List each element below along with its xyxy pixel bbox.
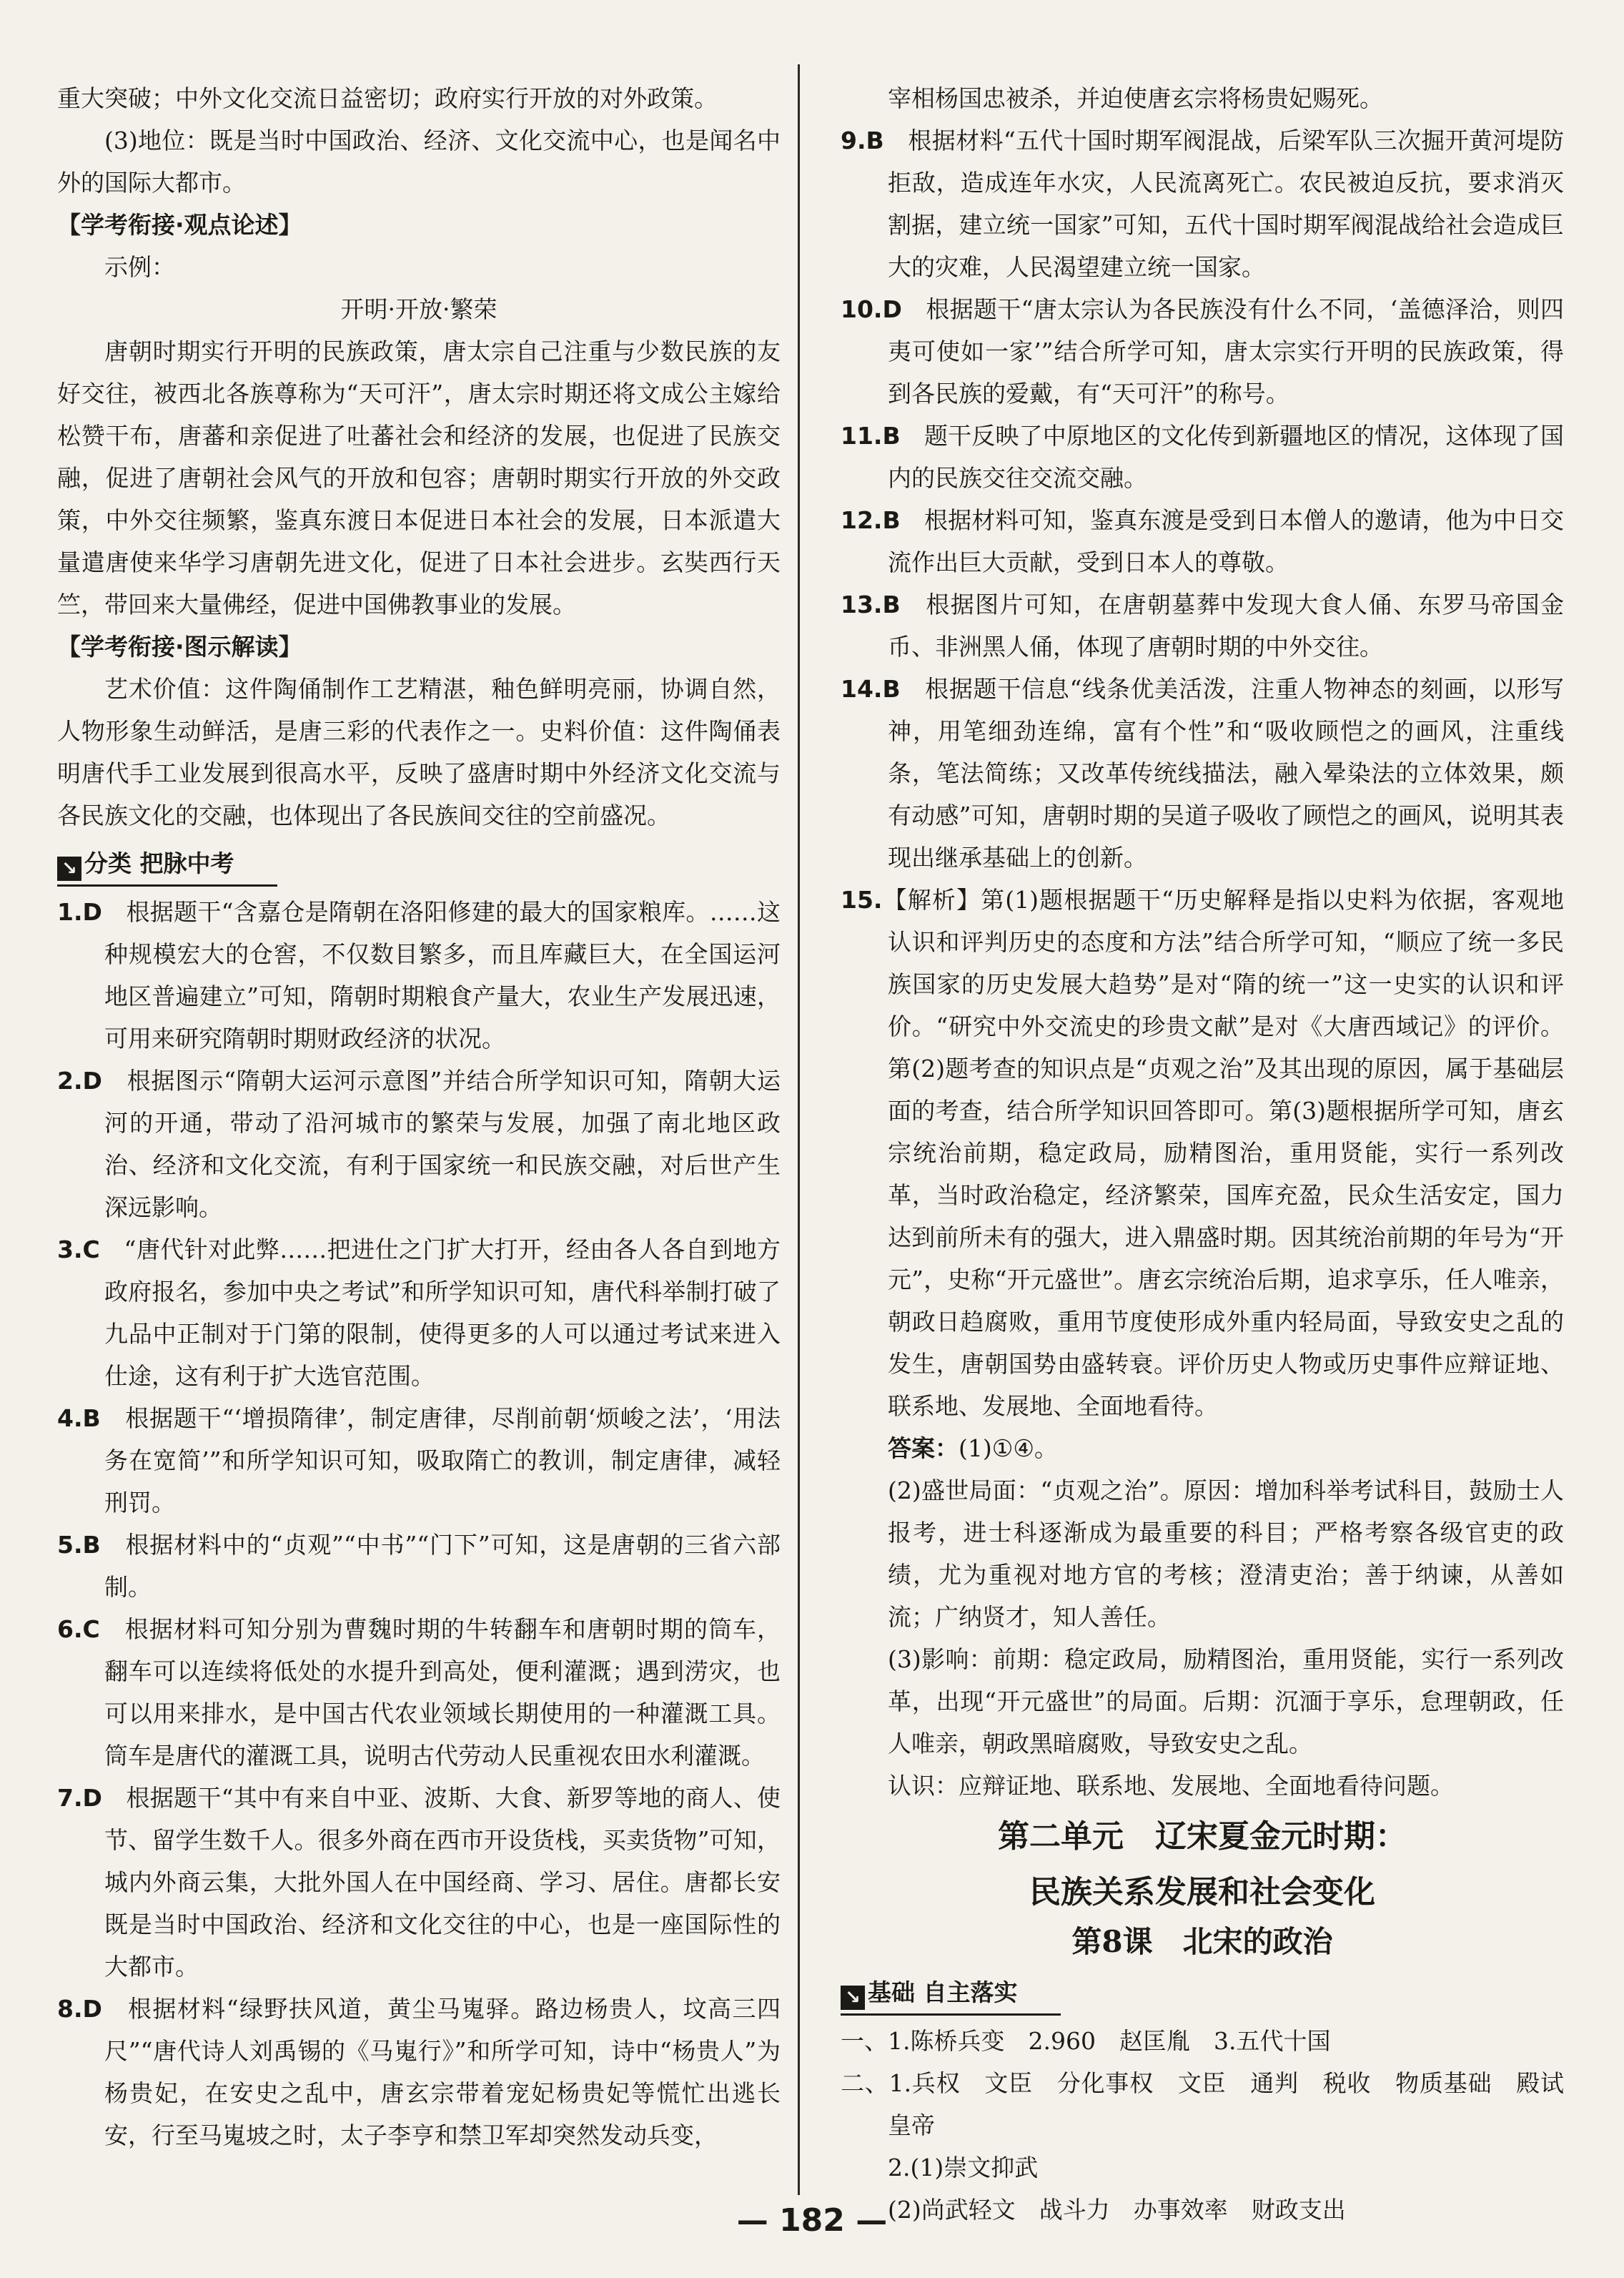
answer-label: 答案： xyxy=(888,1434,959,1462)
answer-number: 6.C xyxy=(57,1615,100,1643)
answer-text: 根据题干“唐太宗认为各民族没有什么不同，‘盖德泽洽，则四夷可使如一家’”结合所学可知，唐太宗实行开明的民族政策，得到各民族的爱戴，有“天可汗”的称号。 xyxy=(888,295,1564,408)
essay-body: 唐朝时期实行开明的民族政策，唐太宗自己注重与少数民族的友好交往，被西北各族尊称为“天可汗”，唐太宗时期还将文成公主嫁给松赞干布，唐蕃和亲促进了吐蕃社会和经济的发展，也促进了民族交融，促进了唐朝社会风气的开放和包容；唐朝时期实行开放的外交政策，中外交往频繁，鉴真东渡日本促进日本社会的发展，日本派遣大量遣唐使来华学习唐朝先进文化，促进了日本社会进步。玄奘西行天竺，带回来大量佛经，促进中国佛教事业的发展。 xyxy=(57,337,781,618)
arrow-icon: ↘ xyxy=(841,1986,865,2010)
intro-line: 重大突破；中外文化交流日益密切；政府实行开放的对外政策。 xyxy=(57,84,718,112)
answer-item xyxy=(841,415,1564,499)
banner-label: 分类 把脉中考 xyxy=(84,849,234,877)
answer-text: 根据题干信息“线条优美活泼，注重人物神态的刻画，以形写神，用笔细劲连绵，富有个性”和“吸收顾恺之的画风，注重线条，笔法简练；又改革传统线描法，融入晕染法的立体效果，颇有动感”可知，唐朝时期的吴道子吸收了顾恺之的画风，说明其表现出继承基础上的创新。 xyxy=(888,675,1565,872)
answer-part-3: (3)影响：前期：稳定政局，励精图治，重用贤能，实行一系列改革，出现“开元盛世”的局面。后期：沉湎于享乐，怠理朝政，任人唯亲，朝政黑暗腐败，导致安史之乱。 xyxy=(888,1645,1564,1757)
answer-item xyxy=(57,1988,781,2156)
answer-part-2: (2)盛世局面：“贞观之治”。原因：增加科举考试科目，鼓励士人报考，进士科逐渐成为最重要的科目；严格考察各级官吏的政绩，尤为重视对地方官的考核；澄清吏治；善于纳谏，从善如流；广纳贤才，知人善任。 xyxy=(888,1476,1564,1631)
section-heading-viewpoint: 【学考衔接·观点论述】 xyxy=(57,211,302,239)
answer-item xyxy=(57,1397,781,1524)
fill-answer: (2)尚武轻文 战斗力 办事效率 财政支出 xyxy=(888,2196,1346,2224)
answer-number: 8.D xyxy=(57,1995,102,2023)
answer-item xyxy=(57,1228,781,1397)
answer-text: 【解析】第(1)题根据题干“历史解释是指以史料为依据，客观地认识和评判历史的态度和方法”结合所学可知，“顺应了统一多民族国家的历史发展大趋势”是对“隋的统一”这一史实的认识和评价。“研究中外交流史的珍贵文献”是对《大唐西域记》的评价。第(2)题考查的知识点是“贞观之治”及其出现的原因，属于基础层面的考查，结合所学知识回答即可。第(3)题根据所学可知，唐玄宗统治前期，稳定政局，励精图治，重用贤能，实行一系列改革，当时政治稳定，经济繁荣，国库充盈，民众生活安定，国力达到前所未有的强大，进入鼎盛时期。因其统治前期的年号为“开元”，史称“开元盛世”。唐玄宗统治后期，追求享乐，任人唯亲，朝政日趋腐败，重用节度使形成外重内轻局面，导致安史之乱的发生，唐朝国势由盛转衰。评价历史人物或历史事件应辩证地、联系地、发展地、全面地看待。 xyxy=(882,886,1564,1420)
answer-item xyxy=(841,288,1564,415)
answer-number: 12.B xyxy=(841,506,901,534)
answer-item xyxy=(841,668,1564,879)
answer-item xyxy=(841,879,1564,1427)
answer-number: 1.D xyxy=(57,898,102,926)
fill-answer: 2.(1)崇文抑武 xyxy=(888,2154,1039,2181)
figure-analysis: 艺术价值：这件陶俑制作工艺精湛，釉色鲜明亮丽，协调自然，人物形象生动鲜活，是唐三彩的代表作之一。史料价值：这件陶俑表明唐代手工业发展到很高水平，反映了盛唐时期中外经济文化交流与各民族文化的交融，也体现出了各民族间交往的空前盛况。 xyxy=(57,675,781,829)
answer-item xyxy=(57,891,781,1060)
answer-text: 根据材料可知，鉴真东渡是受到日本僧人的邀请，他为中日交流作出巨大贡献，受到日本人的尊敬。 xyxy=(888,506,1564,576)
answer-text: “唐代针对此弊……把进仕之门扩大打开，经由各人各自到地方政府报名，参加中央之考试”和所学知识可知，唐代科举制打破了九品中正制对于门第的限制，使得更多的人可以通过考试来进入仕途，这有利于扩大选官范围。 xyxy=(104,1236,781,1390)
answer-text: 根据材料“五代十国时期军阀混战，后梁军队三次掘开黄河堤防拒敌，造成连年水灾，人民流离死亡。农民被迫反抗，要求消灭割据，建立统一国家”可知，五代十国时期军阀混战给社会造成巨大的灾难，人民渴望建立统一国家。 xyxy=(888,127,1565,281)
answer-number: 2.D xyxy=(57,1067,102,1095)
lesson-title: 第8课 北宋的政治 xyxy=(1071,1924,1333,1959)
answer-text: 根据题干“含嘉仓是隋朝在洛阳修建的最大的国家粮库。……这种规模宏大的仓窖，不仅数目繁多，而且库藏巨大，在全国运河地区普遍建立”可知，隋朝时期粮食产量大，农业生产发展迅速，可用来研究隋朝时期财政经济的状况。 xyxy=(104,898,781,1052)
answer-number: 9.B xyxy=(841,127,884,154)
answer-item xyxy=(57,1608,781,1777)
answer-text: 题干反映了中原地区的文化传到新疆地区的情况，这体现了国内的民族交往交流交融。 xyxy=(888,422,1564,492)
answer-text: 根据题干“其中有来自中亚、波斯、大食、新罗等地的商人、使节、留学生数千人。很多外商在西市开设货栈，买卖货物”可知，城内外商云集，大批外国人在中国经商、学习、居住。唐都长安既是当时中国政治、经济和文化交往的中心，也是一座国际性的大都市。 xyxy=(104,1784,781,1981)
answer-text: 根据图示“隋朝大运河示意图”并结合所学知识可知，隋朝大运河的开通，带动了沿河城市的繁荣与发展，加强了南北地区政治、经济和文化交流，有利于国家统一和民族交融，对后世产生深远影响。 xyxy=(104,1067,781,1221)
section-banner xyxy=(57,842,277,887)
unit-title-line-2: 民族关系发展和社会变化 xyxy=(1029,1874,1375,1910)
intro-line: (3)地位：既是当时中国政治、经济、文化交流中心，也是闻名中外的国际大都市。 xyxy=(57,127,781,197)
banner-label: 基础 自主落实 xyxy=(868,1978,1018,2006)
answer-item xyxy=(841,583,1564,668)
continued-text: 宰相杨国忠被杀，并迫使唐玄宗将杨贵妃赐死。 xyxy=(888,84,1383,112)
answer-number: 7.D xyxy=(57,1784,102,1812)
answer-item xyxy=(841,119,1564,288)
essay-title: 开明·开放·繁荣 xyxy=(340,295,497,323)
answer-item xyxy=(841,499,1564,583)
answer-text: 根据材料中的“贞观”“中书”“门下”可知，这是唐朝的三省六部制。 xyxy=(104,1531,781,1601)
answer-number: 4.B xyxy=(57,1404,101,1432)
page-number: — 182 — xyxy=(736,2202,888,2239)
answer-text: 根据材料“绿野扶风道，黄尘马嵬驿。路边杨贵人，坟高三四尺”“唐代诗人刘禹锡的《马嵬行》”和所学可知，诗中“杨贵人”为杨贵妃，在安史之乱中，唐玄宗带着宠妃杨贵妃等慌忙出逃长安，行至马嵬坡之时，太子李亨和禁卫军却突然发动兵变， xyxy=(104,1995,781,2149)
answer-number: 5.B xyxy=(57,1531,101,1559)
fill-answer: 一、1.陈桥兵变 2.960 赵匡胤 3.五代十国 xyxy=(841,2027,1331,2055)
unit-title-line-1: 第二单元 辽宋夏金元时期： xyxy=(998,1818,1407,1855)
section-banner xyxy=(841,1971,1061,2016)
answer-number: 11.B xyxy=(841,422,901,450)
answer-block xyxy=(841,1427,1564,1469)
answer-text: 根据图片可知，在唐朝墓葬中发现大食人俑、东罗马帝国金币、非洲黑人俑，体现了唐朝时期的中外交往。 xyxy=(888,591,1565,661)
answer-number: 3.C xyxy=(57,1236,100,1263)
column-divider xyxy=(798,64,800,2195)
arrow-icon: ↘ xyxy=(57,857,81,881)
fill-answer: 二、1.兵权 文臣 分化事权 文臣 通判 税收 物质基础 殿试 皇帝 xyxy=(841,2069,1588,2139)
answer-text: 根据材料可知分别为曹魏时期的牛转翻车和唐朝时期的筒车，翻车可以连续将低处的水提升到高处，便利灌溉；遇到涝灾，也可以用来排水，是中国古代农业领域长期使用的一种灌溉工具。筒车是唐代的灌溉工具，说明古代劳动人民重视农田水利灌溉。 xyxy=(104,1615,781,1770)
answer-item xyxy=(57,1777,781,1988)
right-column xyxy=(841,77,1588,2231)
recognition: 认识：应辩证地、联系地、发展地、全面地看待问题。 xyxy=(888,1772,1454,1800)
answer-part-1: (1)①④。 xyxy=(959,1434,1058,1462)
left-column xyxy=(57,77,781,2156)
answer-item xyxy=(57,1060,781,1228)
answer-number: 15. xyxy=(841,886,883,914)
answer-number: 10.D xyxy=(841,295,902,323)
example-label: 示例： xyxy=(104,253,175,281)
answer-text: 根据题干“‘增损隋律’，制定唐律，尽削前朝‘烦峻之法’，‘用法务在宽简’”和所学知识可知，吸取隋亡的教训，制定唐律，减轻刑罚。 xyxy=(104,1404,781,1517)
section-heading-figure: 【学考衔接·图示解读】 xyxy=(57,633,302,661)
answer-item xyxy=(57,1524,781,1608)
answer-number: 14.B xyxy=(841,675,901,703)
answer-number: 13.B xyxy=(841,591,901,618)
